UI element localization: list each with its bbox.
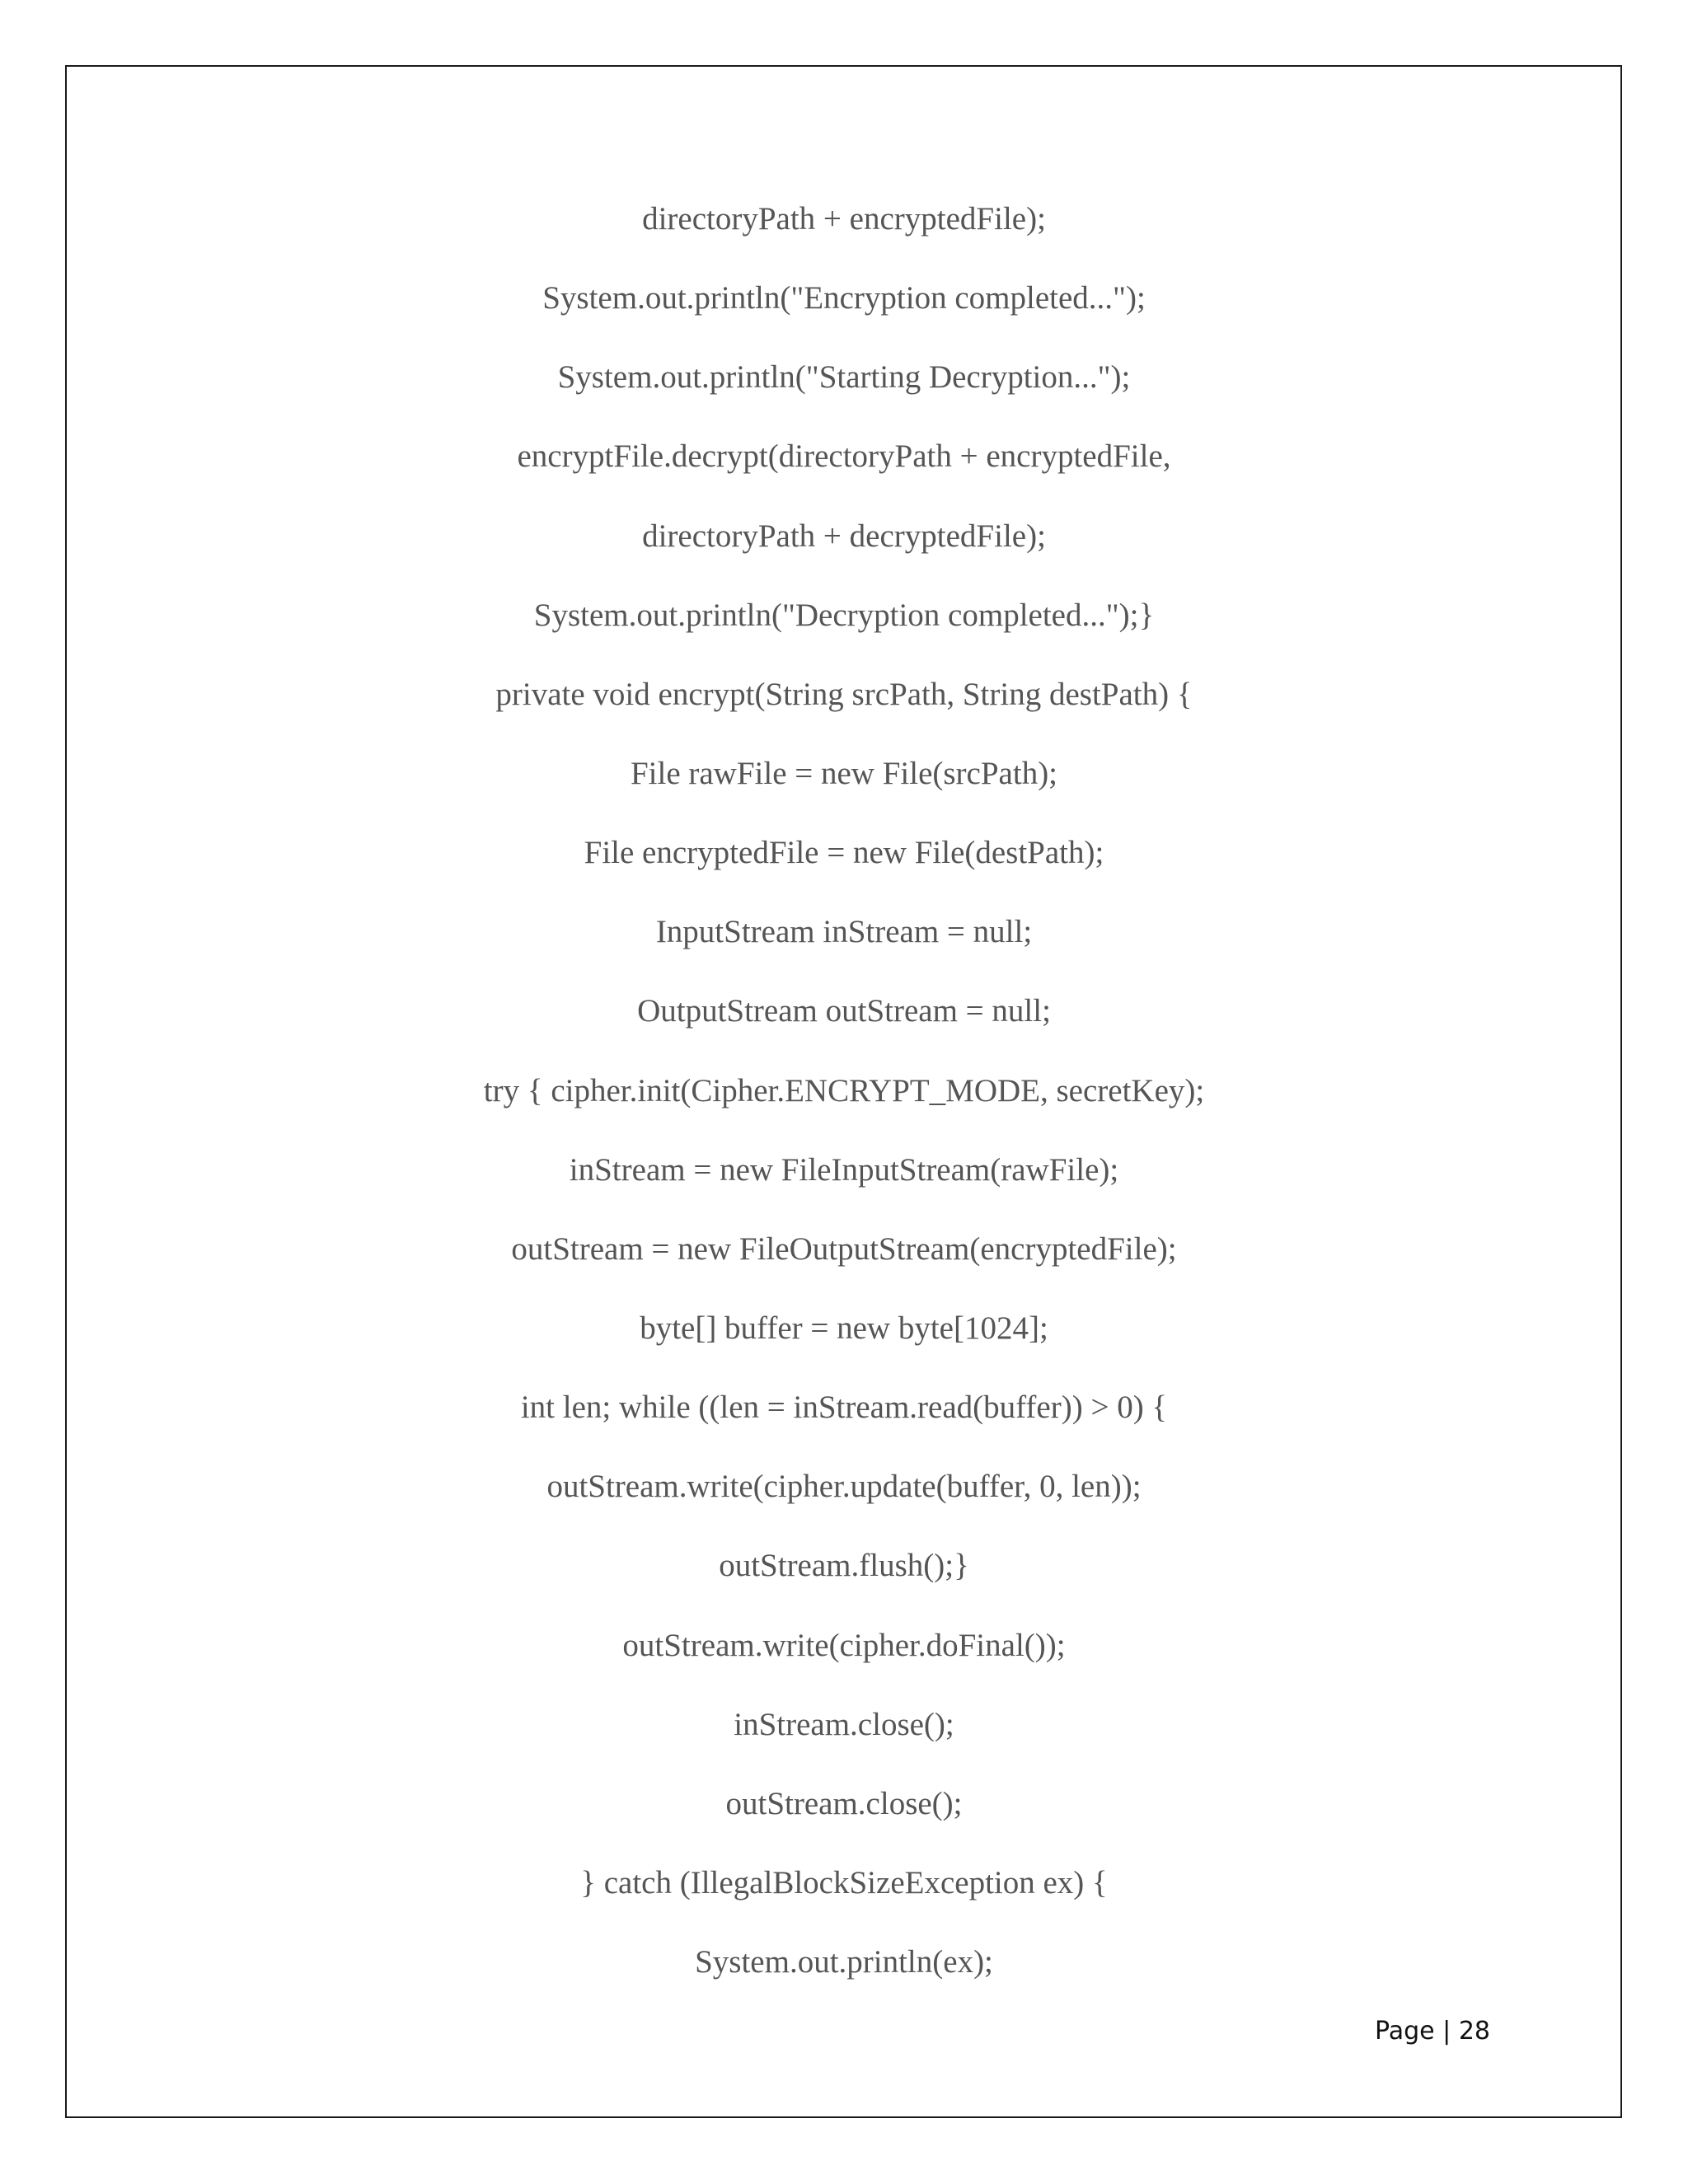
code-line: inStream = new FileInputStream(rawFile); (569, 1152, 1119, 1188)
code-line: directoryPath + decryptedFile); (642, 518, 1046, 554)
code-line: outStream = new FileOutputStream(encryptedFile); (511, 1231, 1177, 1267)
code-line: File encryptedFile = new File(destPath); (584, 835, 1104, 870)
page-number: Page | 28 (1375, 2017, 1490, 2046)
code-line: System.out.println(ex); (695, 1944, 993, 1980)
code-line: encryptFile.decrypt(directoryPath + encryptedFile, (517, 438, 1171, 474)
code-line: outStream.write(cipher.doFinal()); (622, 1628, 1066, 1663)
code-line: File rawFile = new File(srcPath); (630, 756, 1058, 791)
code-line: System.out.println("Encryption completed..."); (542, 280, 1146, 316)
code-line: directoryPath + encryptedFile); (642, 201, 1046, 237)
code-line: outStream.close(); (725, 1786, 963, 1821)
code-line: inStream.close(); (734, 1707, 954, 1742)
code-line: System.out.println("Decryption completed...");} (533, 598, 1155, 633)
code-line: int len; while ((len = inStream.read(buffer)) > 0) { (520, 1390, 1168, 1425)
code-line: byte[] buffer = new byte[1024]; (640, 1310, 1048, 1346)
code-line: outStream.flush();} (719, 1548, 969, 1583)
code-line: private void encrypt(String srcPath, String destPath) { (495, 677, 1193, 712)
code-line: } catch (IllegalBlockSizeException ex) { (580, 1865, 1108, 1900)
code-line: OutputStream outStream = null; (637, 993, 1051, 1029)
code-line: try { cipher.init(Cipher.ENCRYPT_MODE, secretKey); (483, 1073, 1205, 1108)
code-line: outStream.write(cipher.update(buffer, 0, len)); (546, 1469, 1142, 1504)
code-line: System.out.println("Starting Decryption..."); (557, 359, 1131, 395)
code-line: InputStream inStream = null; (655, 914, 1033, 949)
